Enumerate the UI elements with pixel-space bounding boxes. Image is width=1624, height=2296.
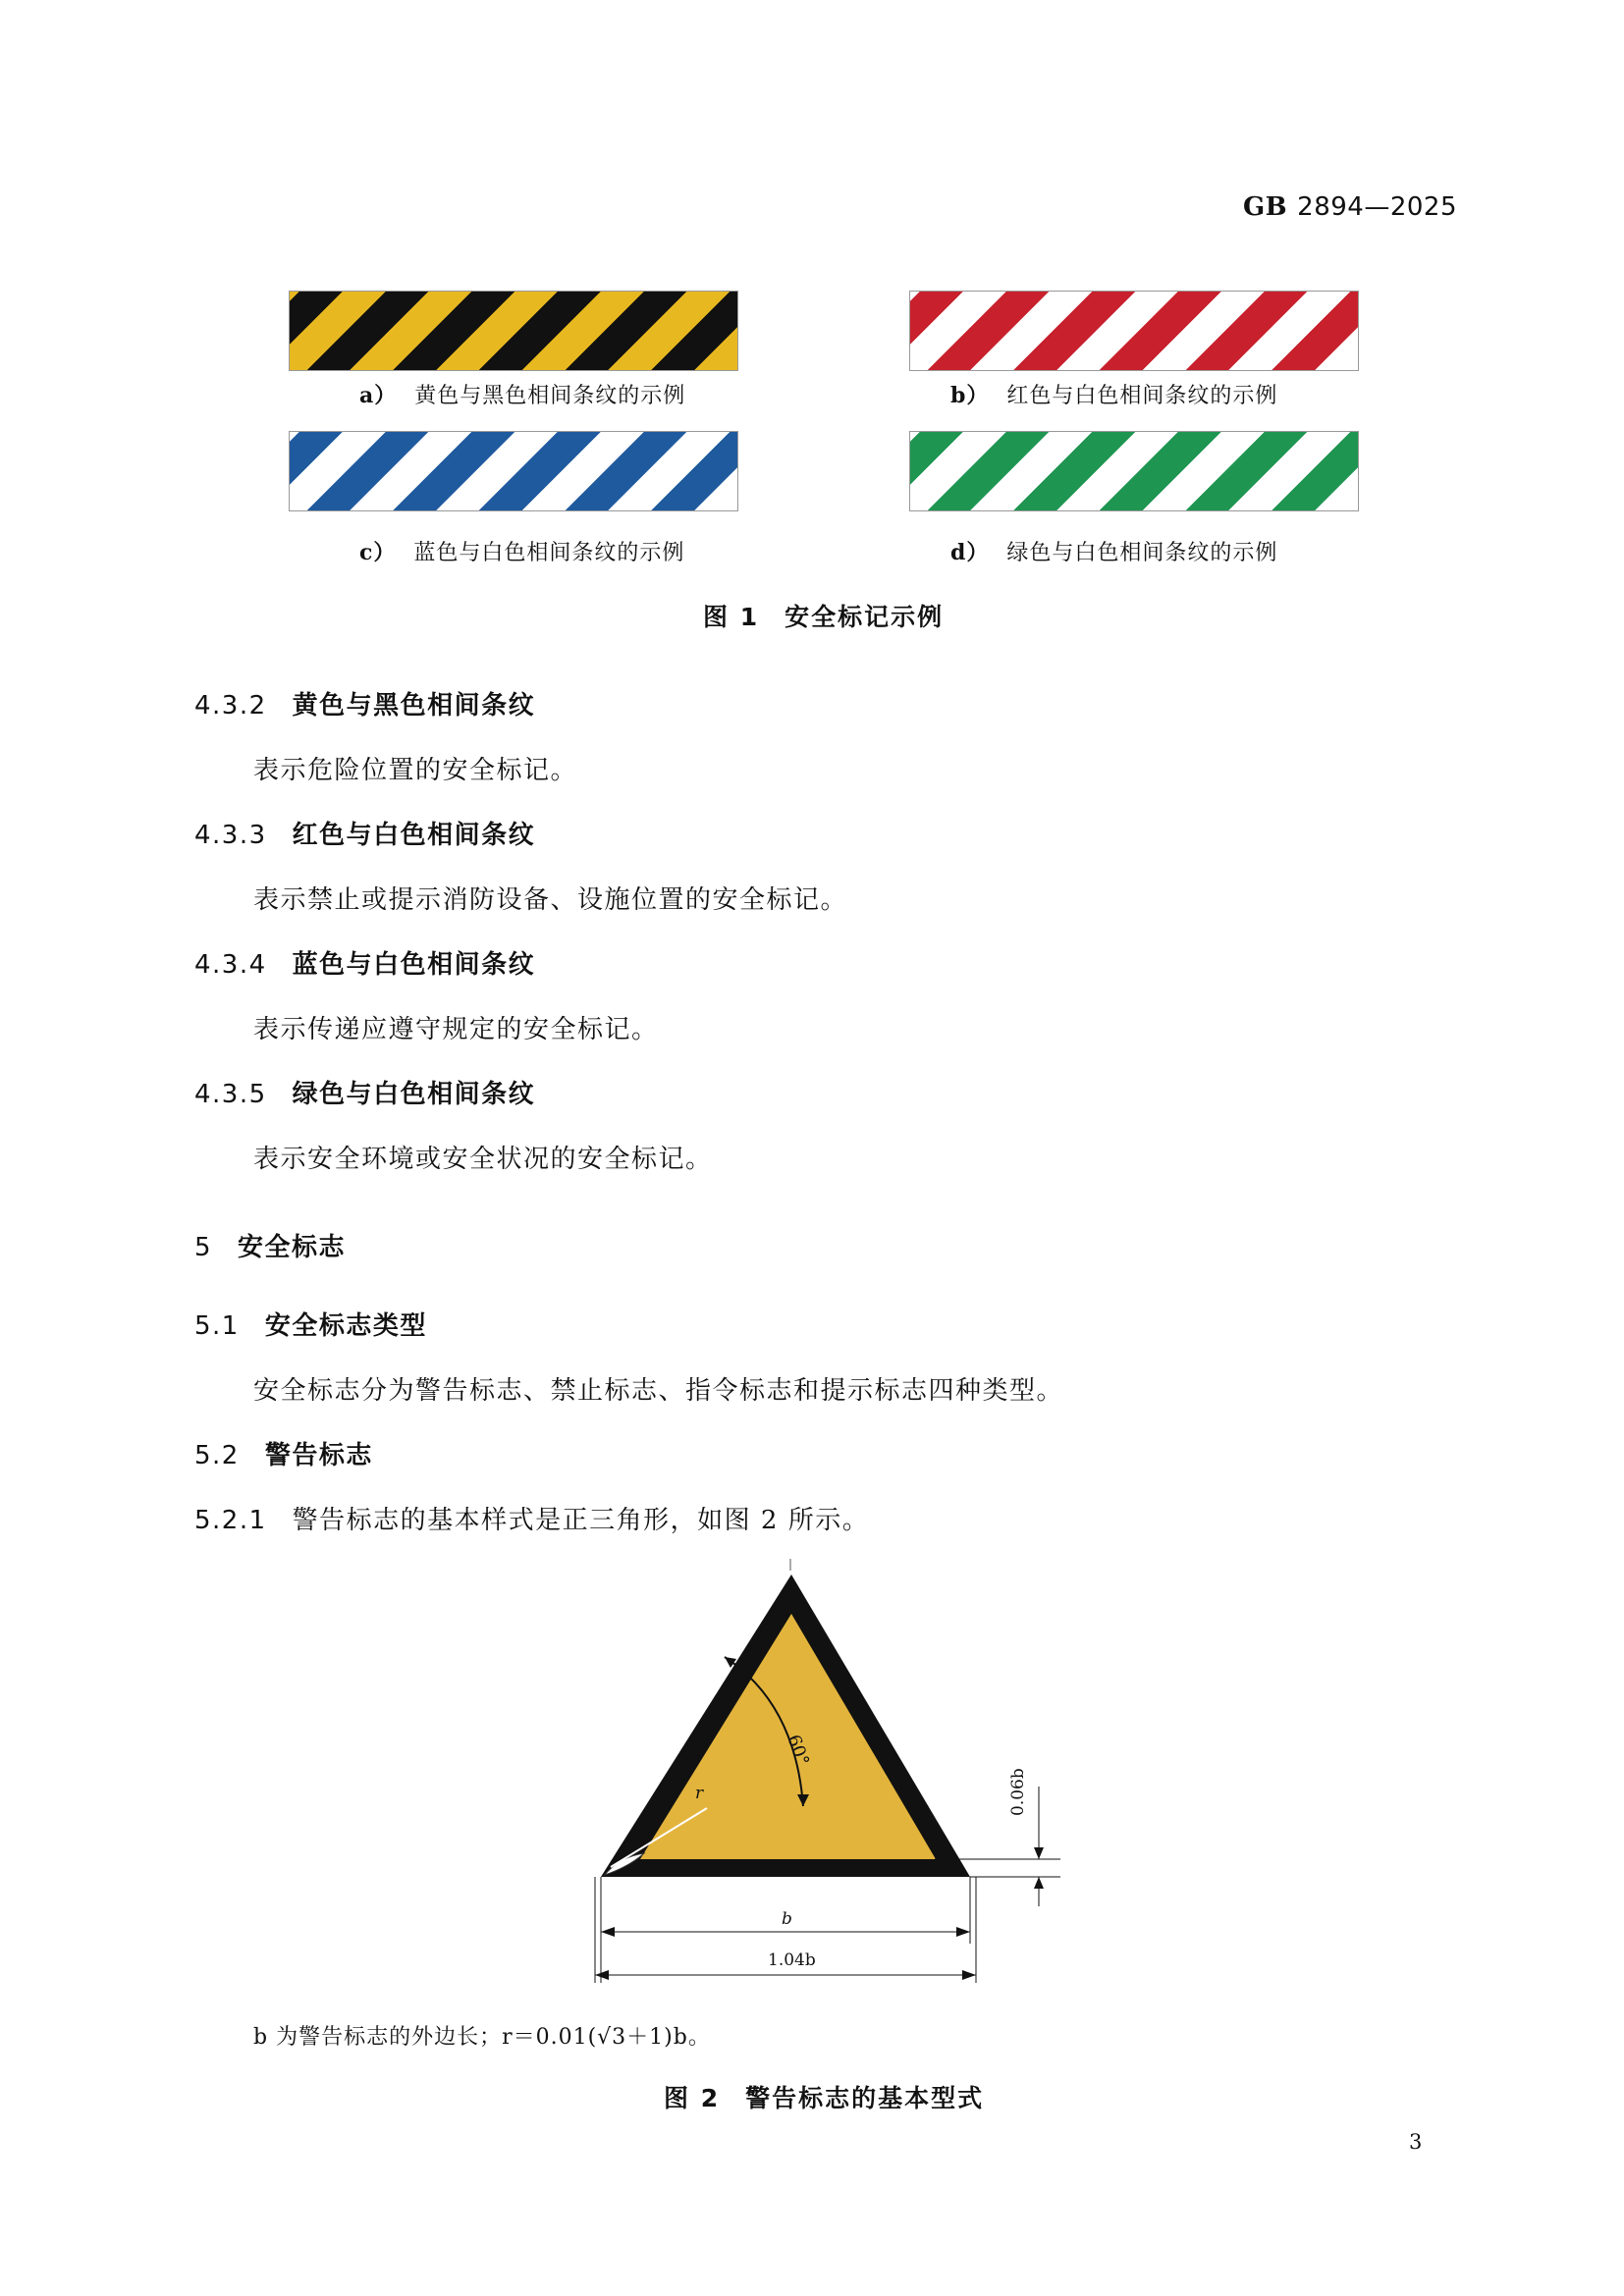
base-length-label: b	[782, 1909, 792, 1929]
radius-label: r	[695, 1784, 704, 1803]
section-4-3-5-heading: 4.3.5 绿色与白色相间条纹	[194, 1080, 536, 1109]
figure1-caption-a: a） 黄色与黑色相间条纹的示例	[359, 383, 686, 408]
angle-label: 60°	[783, 1732, 813, 1769]
stripe-red-white	[909, 291, 1359, 371]
section-4-3-4-heading: 4.3.4 蓝色与白色相间条纹	[194, 950, 536, 980]
stripe-green-white	[909, 431, 1359, 511]
section-4-3-3-body: 表示禁止或提示消防设备、设施位置的安全标记。	[253, 885, 848, 915]
page-number: 3	[1409, 2130, 1423, 2154]
stripe-yellow-black	[289, 291, 738, 371]
standard-number: 2894—2025	[1297, 192, 1457, 222]
figure1-caption: 图 1 安全标记示例	[703, 603, 945, 631]
section-5-1-heading: 5.1 安全标志类型	[194, 1311, 427, 1341]
section-4-3-5-body: 表示安全环境或安全状况的安全标记。	[253, 1145, 713, 1174]
section-5-2-heading: 5.2 警告标志	[194, 1441, 373, 1470]
section-5-2-1-body: 5.2.1 警告标志的基本样式是正三角形，如图 2 所示。	[194, 1506, 870, 1535]
figure2-caption: 图 2 警告标志的基本型式	[664, 2084, 985, 2112]
warning-sign-diagram	[550, 1541, 1100, 2012]
section-4-3-2-heading: 4.3.2 黄色与黑色相间条纹	[194, 691, 536, 721]
figure1-caption-b: b） 红色与白色相间条纹的示例	[950, 383, 1278, 408]
section-4-3-2-body: 表示危险位置的安全标记。	[253, 756, 578, 785]
figure1-caption-c: c） 蓝色与白色相间条纹的示例	[359, 540, 685, 565]
section-4-3-4-body: 表示传递应遵守规定的安全标记。	[253, 1015, 659, 1044]
section-4-3-3-heading: 4.3.3 红色与白色相间条纹	[194, 821, 536, 850]
figure2-note: b 为警告标志的外边长；r＝0.01(√3＋1)b。	[253, 2025, 711, 2050]
section-5-1-body: 安全标志分为警告标志、禁止标志、指令标志和提示标志四种类型。	[253, 1376, 1064, 1406]
figure1-caption-d: d） 绿色与白色相间条纹的示例	[950, 540, 1278, 565]
stripe-blue-white	[289, 431, 738, 511]
border-width-label: 0.06b	[1008, 1768, 1028, 1816]
standard-code	[1243, 192, 1457, 222]
outer-length-label: 1.04b	[768, 1950, 816, 1970]
section-5-heading: 5 安全标志	[194, 1233, 347, 1262]
standard-prefix: GB	[1242, 192, 1288, 222]
